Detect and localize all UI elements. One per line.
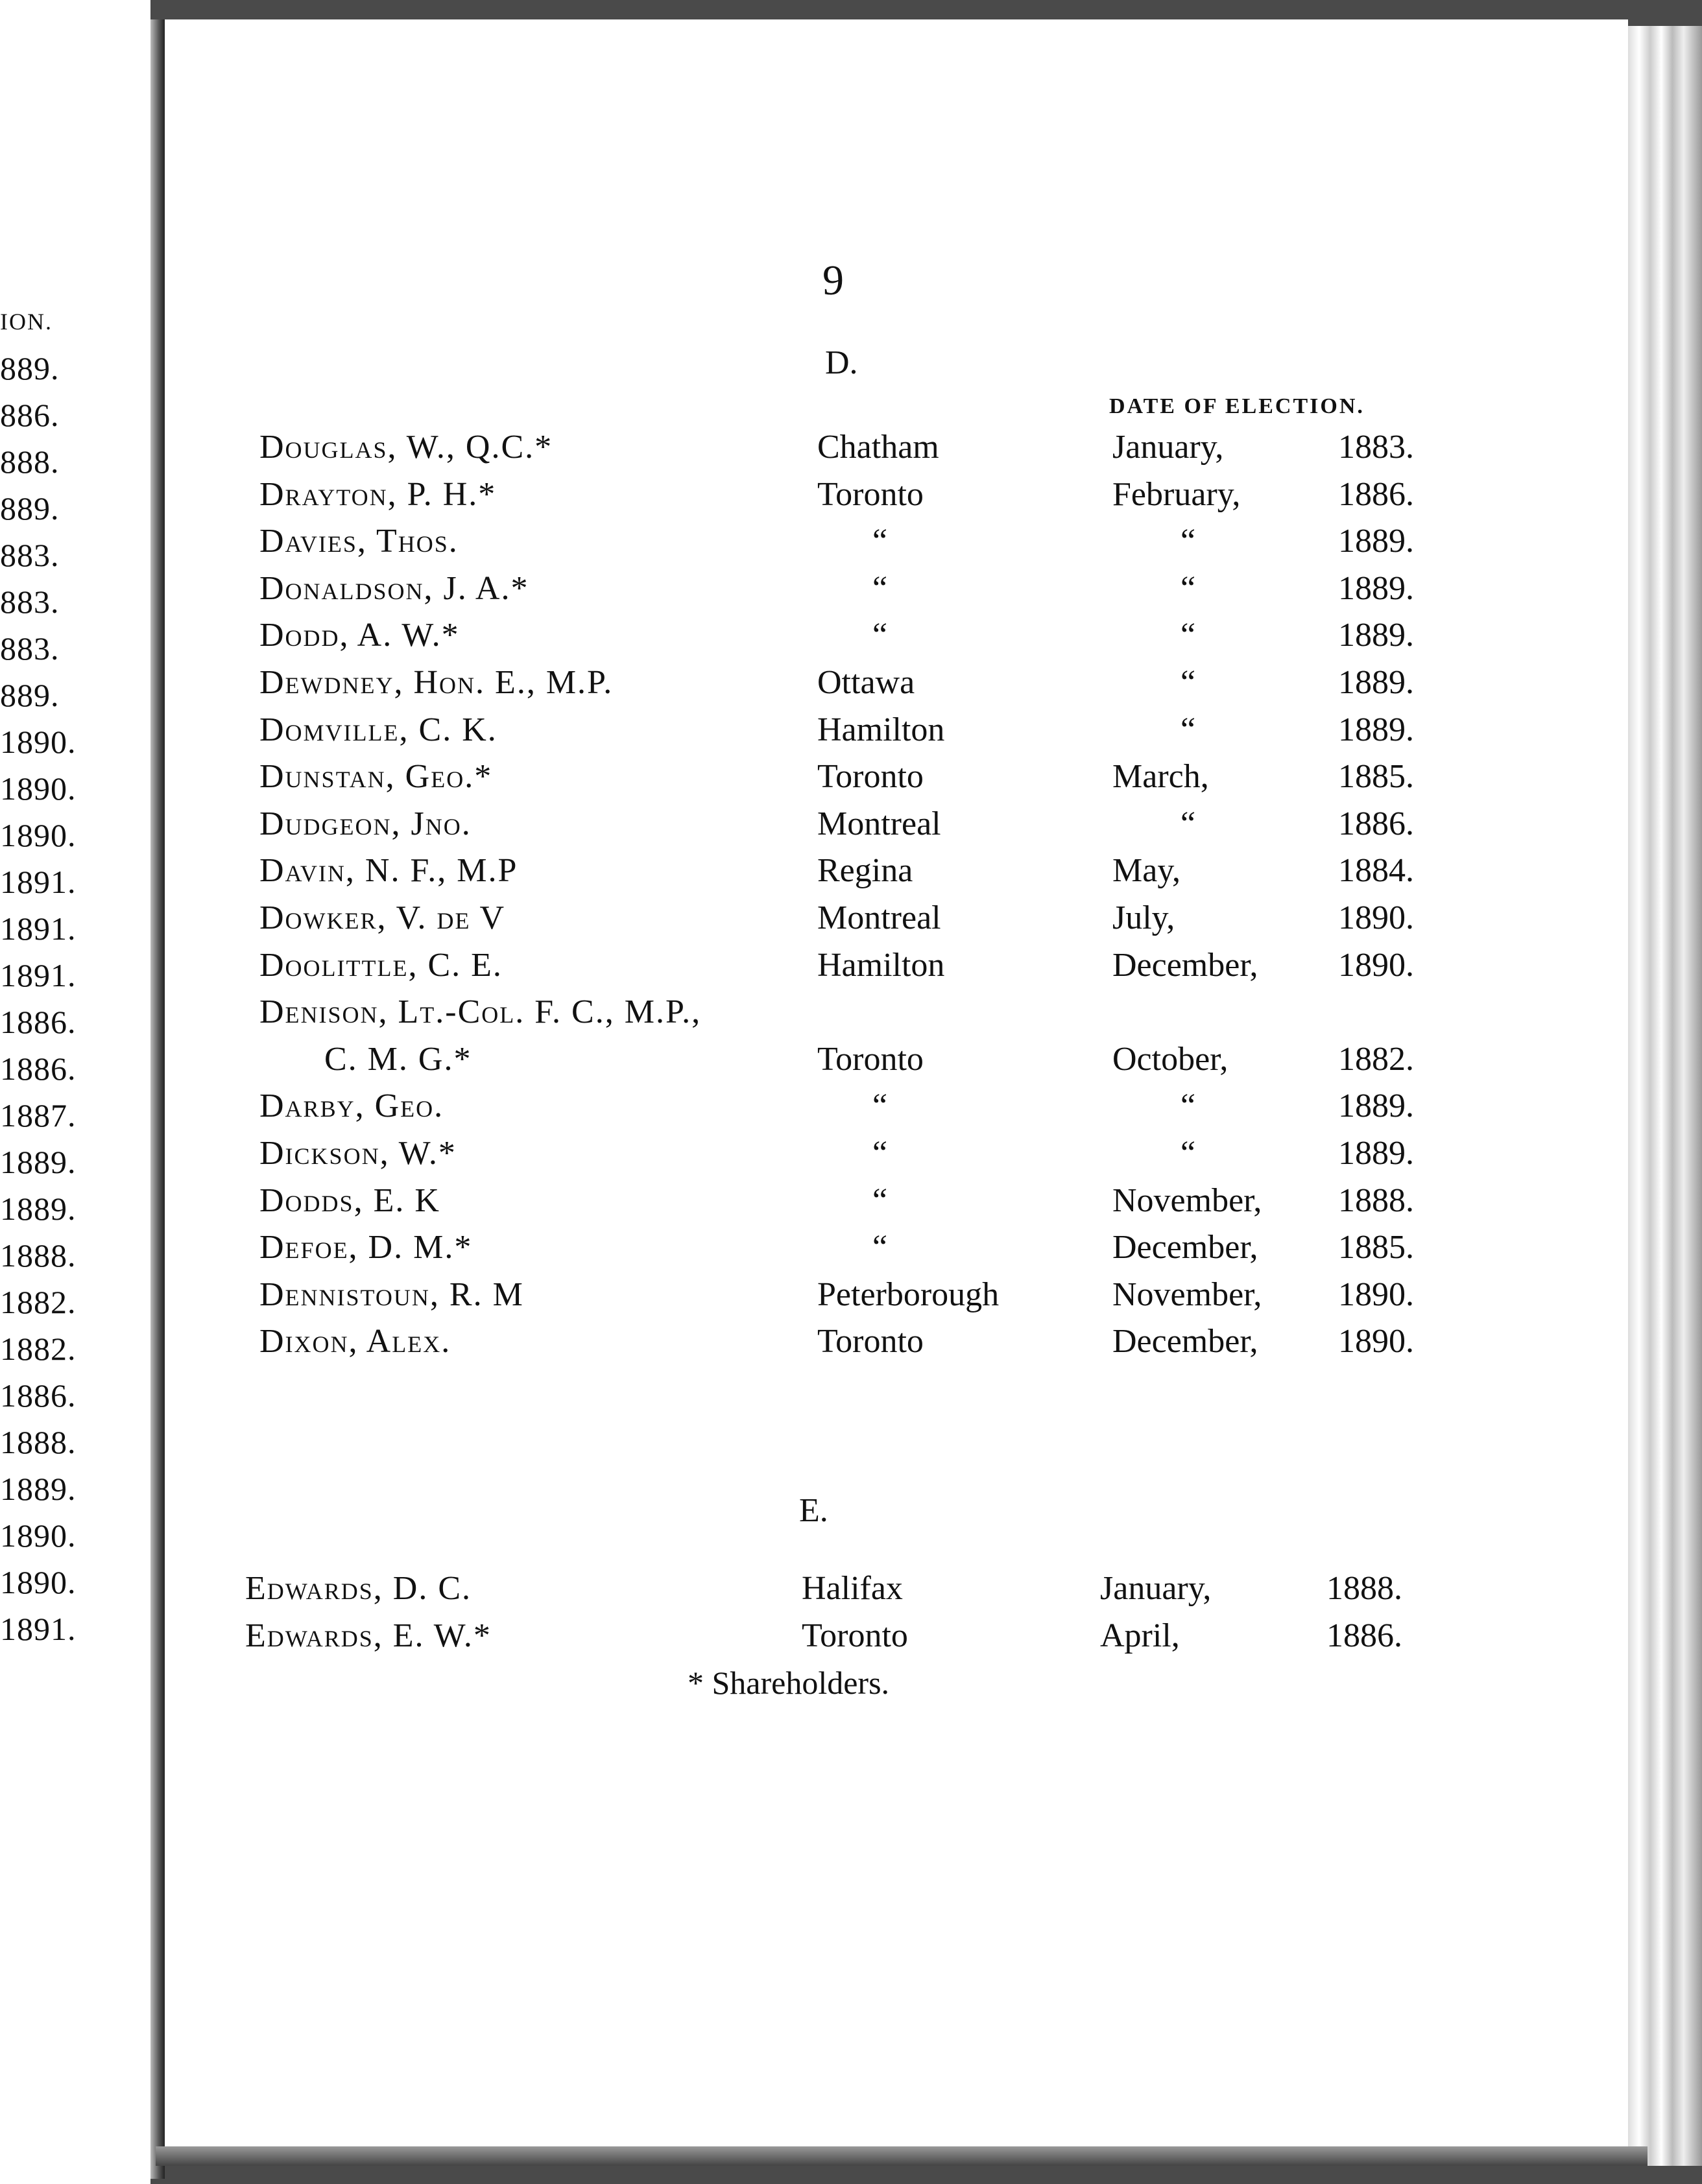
previous-page-year: 889. [0,490,60,527]
member-place: “ [872,569,888,607]
member-election-month: January, [1112,429,1224,466]
member-election-month: “ [1181,805,1196,842]
section-heading-e: E. [799,1492,828,1529]
previous-page-year: 1891. [0,864,77,900]
member-place: Montreal [817,899,941,936]
member-place: “ [872,1181,888,1219]
member-election-year: 1889. [1338,569,1414,607]
previous-page-year: 1888. [0,1424,77,1460]
previous-page-year: 1891. [0,910,77,947]
member-place: Hamilton [817,946,945,984]
member-place: Peterborough [817,1276,1000,1313]
member-name: Doolittle, C. E. [259,946,503,984]
member-election-month: January, [1100,1570,1212,1607]
member-election-month: October, [1112,1040,1229,1078]
page-stack-edge [1628,26,1702,2166]
member-place: “ [872,1087,888,1125]
date-of-election-header: DATE OF ELECTION. [1109,394,1365,418]
member-election-year: 1890. [1338,946,1414,984]
member-name: Edwards, E. W.* [245,1617,492,1654]
member-row [0,711,1427,757]
member-name: Dodd, A. W.* [259,617,460,654]
previous-page-year: 1886. [0,1377,77,1414]
previous-page-year: 1889. [0,1471,77,1507]
member-election-month: “ [1181,711,1196,748]
previous-page-year: 1889. [0,1191,77,1227]
previous-page-year: 1886. [0,1050,77,1087]
member-row [0,1087,1427,1134]
previous-page-year: 883. [0,630,60,667]
member-election-month: July, [1112,899,1175,936]
member-row [0,1617,1427,1663]
previous-page-year: 883. [0,584,60,620]
member-election-year: 1889. [1338,523,1414,560]
member-name: Drayton, P. H.* [259,475,497,513]
member-election-year: 1888. [1326,1570,1402,1607]
previous-page-year: 1891. [0,1611,77,1647]
member-election-year: 1889. [1338,664,1414,701]
member-election-month: April, [1100,1617,1180,1654]
member-place: “ [872,1229,888,1266]
member-election-month: February, [1112,475,1241,513]
member-name: Dewdney, Hon. E., M.P. [259,664,614,701]
previous-page-year: 1882. [0,1284,77,1320]
member-place: Halifax [802,1570,903,1607]
member-name: Davin, N. F., M.P [259,852,518,890]
member-row [0,569,1427,616]
member-election-month: “ [1181,569,1196,607]
member-election-year: 1889. [1338,711,1414,748]
member-election-year: 1884. [1338,852,1414,890]
member-election-month: “ [1181,617,1196,654]
member-name: Domville, C. K. [259,711,497,748]
previous-page-year: 888. [0,444,60,480]
member-election-year: 1882. [1338,1040,1414,1078]
member-name: Edwards, D. C. [245,1570,472,1607]
member-name: Donaldson, J. A.* [259,569,529,607]
previous-page-year: 883. [0,537,60,573]
member-name: Defoe, D. M.* [259,1229,473,1266]
previous-page-year: 886. [0,397,60,433]
member-row [0,1181,1427,1228]
member-election-year: 1888. [1338,1181,1414,1219]
member-row [0,475,1427,522]
member-row [0,805,1427,851]
member-row [0,616,1427,663]
member-row [0,899,1427,945]
member-place: Montreal [817,805,941,842]
member-row [0,1134,1427,1181]
member-place: Toronto [817,475,924,513]
previous-page-year: 1887. [0,1097,77,1134]
member-election-month: March, [1112,758,1209,796]
member-row [0,522,1427,569]
member-place: Regina [817,852,913,890]
member-row [0,946,1427,993]
member-name: Darby, Geo. [259,1087,444,1125]
member-name: Dixon, Alex. [259,1323,451,1360]
member-row [0,1276,1427,1322]
member-election-month: May, [1112,852,1181,890]
member-place: Hamilton [817,711,945,748]
member-row [0,1040,1427,1087]
previous-page-year: 1882. [0,1331,77,1367]
member-election-year: 1889. [1338,617,1414,654]
member-name: Dennistoun, R. M [259,1276,524,1313]
member-place: Toronto [817,758,924,796]
member-election-year: 1890. [1338,1323,1414,1360]
member-election-year: 1885. [1338,758,1414,796]
member-election-month: November, [1112,1276,1262,1313]
member-row [0,757,1427,804]
member-place: “ [872,523,888,560]
previous-page-header: ION. [0,309,53,335]
member-row [0,663,1427,710]
member-name: Dunstan, Geo.* [259,758,493,796]
member-place: “ [872,1135,888,1172]
page-bottom-edge [156,2146,1648,2166]
member-place: Chatham [817,429,939,466]
previous-page-year: 1890. [0,1564,77,1600]
member-election-month: “ [1181,1087,1196,1125]
previous-page-year: 1890. [0,1517,77,1554]
member-place: Toronto [817,1323,924,1360]
member-election-month: “ [1181,1135,1196,1172]
member-row [0,428,1427,475]
previous-page-year: 889. [0,677,60,713]
member-name: Douglas, W., Q.C.* [259,429,553,466]
member-row [0,851,1427,898]
member-election-year: 1890. [1338,1276,1414,1313]
member-name: Dudgeon, Jno. [259,805,472,842]
member-election-year: 1886. [1326,1617,1402,1654]
member-place: “ [872,617,888,654]
member-name: C. M. G.* [324,1040,472,1078]
member-place: Toronto [802,1617,908,1654]
member-row [0,1228,1427,1275]
member-election-year: 1889. [1338,1135,1414,1172]
member-place: Toronto [817,1040,924,1078]
section-heading-d: D. [825,344,858,381]
member-name: Denison, Lt.-Col. F. C., M.P., [259,993,702,1031]
member-name: Dickson, W.* [259,1135,457,1172]
previous-page-year: 1890. [0,724,77,760]
member-election-month: December, [1112,1229,1258,1266]
previous-page-year: 1889. [0,1144,77,1180]
member-election-year: 1889. [1338,1087,1414,1125]
member-election-year: 1883. [1338,429,1414,466]
member-election-month: “ [1181,664,1196,701]
member-election-year: 1890. [1338,899,1414,936]
member-election-month: “ [1181,523,1196,560]
previous-page-year: 1890. [0,817,77,853]
member-name: Dodds, E. K [259,1181,440,1219]
page-number: 9 [822,257,844,304]
previous-page-year: 889. [0,350,60,386]
member-row [0,1322,1427,1369]
member-name: Davies, Thos. [259,523,459,560]
member-election-month: November, [1112,1181,1262,1219]
member-row [0,1569,1427,1616]
previous-page-year: 1891. [0,957,77,993]
footnote: * Shareholders. [688,1665,890,1701]
member-place: Ottawa [817,664,915,701]
previous-page-year: 1890. [0,770,77,807]
member-election-month: December, [1112,1323,1258,1360]
previous-page-year: 1886. [0,1004,77,1040]
member-row [0,993,1427,1039]
previous-page-year: 1888. [0,1237,77,1274]
member-name: Dowker, V. de V [259,899,506,936]
member-election-year: 1886. [1338,805,1414,842]
member-election-year: 1886. [1338,475,1414,513]
member-election-month: December, [1112,946,1258,984]
member-election-year: 1885. [1338,1229,1414,1266]
